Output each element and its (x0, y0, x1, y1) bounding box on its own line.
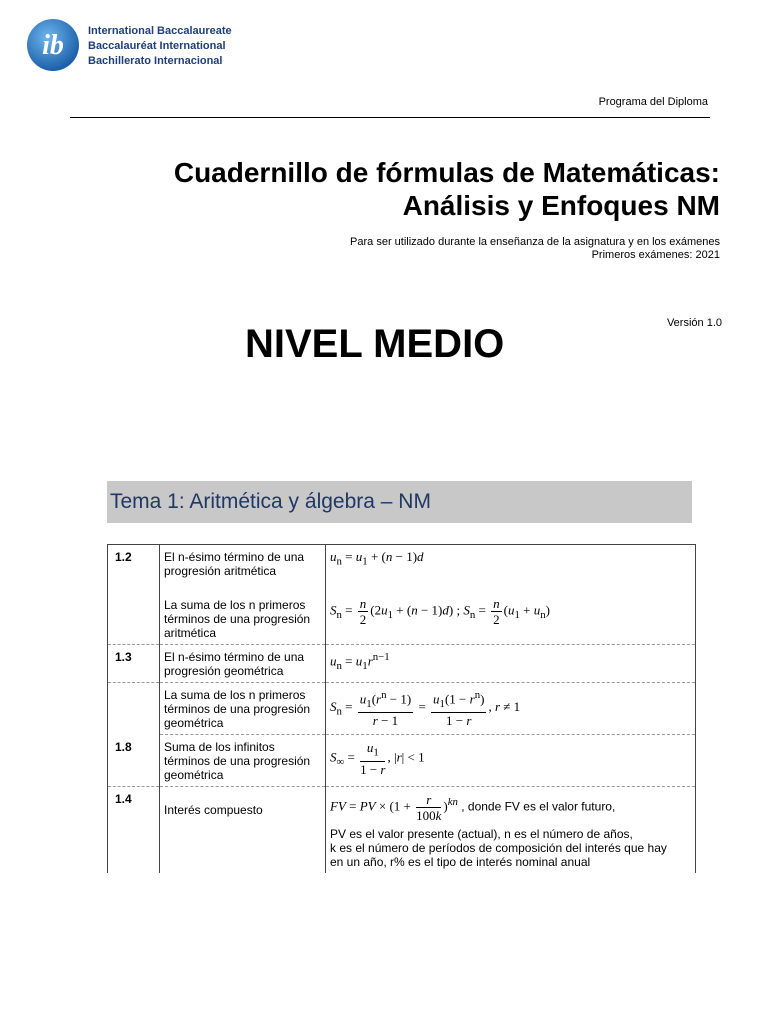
table-row (108, 545, 696, 583)
subtitle-line-1: Para ser utilizado durante la enseñanza de la asignatura y en los exámenes (350, 236, 720, 248)
compound-line-3: k es el número de períodos de composición del interés que hay (330, 841, 667, 855)
subtitle (350, 236, 720, 262)
logo-line-1: International Baccalaureate (88, 25, 232, 37)
formula-table (107, 544, 696, 873)
row-description: El n-ésimo término de una progresión geométrica (160, 645, 326, 683)
formula-arithmetic-nth: $u_n = u_1 + (n - 1)d$ (326, 545, 696, 583)
formula-infinite-sum: $S_\infty$ = $\frac{u_1}{1 - r}$ , |r| < 1 (326, 735, 696, 787)
row-description: El n-ésimo término de una progresión aritmética (160, 545, 326, 583)
table-row (108, 735, 696, 787)
programme-label: Programa del Diploma (598, 96, 708, 108)
formula-arithmetic-sum: $S_n$ = $\frac{n}{2}$ $(2u_1 + (n - 1)d)$ ; $S_n$ = $\frac{n}{2}$ $(u_1 + u_n)$ (326, 582, 696, 645)
topic-heading: Tema 1: Aritmética y álgebra – NM (107, 481, 692, 523)
logo-line-2: Baccalauréat International (88, 40, 226, 52)
row-description: Interés compuesto (160, 787, 326, 874)
row-number (108, 683, 160, 735)
table-row (108, 787, 696, 874)
compound-line-4: en un año, r% es el tipo de interés nominal anual (330, 855, 591, 869)
row-number: 1.2 (108, 545, 160, 583)
row-description: La suma de los n primeros términos de una progresión aritmética (160, 582, 326, 645)
compound-line-2: PV es el valor presente (actual), n es el número de años, (330, 827, 633, 841)
row-number: 1.4 (108, 787, 160, 874)
subtitle-line-2: Primeros exámenes: 2021 (591, 249, 720, 261)
formula-compound-interest: FV = PV × (1 + $\frac{r}{100k}$ )$^{kn}$ , donde FV es el valor futuro, PV es el valor presente (actual), n es el número de años, k es el número de períodos de composición del interés que hay en un año, r% es el tipo de interés nominal anual (326, 787, 696, 874)
row-number: 1.8 (108, 735, 160, 787)
row-description: La suma de los n primeros términos de una progresión geométrica (160, 683, 326, 735)
title-line-2: Análisis y Enfoques NM (402, 190, 720, 221)
level-heading: NIVEL MEDIO (245, 322, 505, 366)
header-divider (70, 117, 710, 118)
ib-logo-icon (26, 18, 80, 72)
table-row (108, 645, 696, 683)
logo-line-3: Bachillerato Internacional (88, 55, 223, 67)
table-row (108, 683, 696, 735)
title-line-1: Cuadernillo de fórmulas de Matemáticas: (173, 157, 720, 188)
compound-tail: , donde FV es el valor futuro, (461, 799, 616, 814)
row-number: 1.3 (108, 645, 160, 683)
formula-geometric-nth: $u_n = u_1r^{n-1}$ (326, 645, 696, 683)
document-title (174, 156, 720, 222)
version-label: Versión 1.0 (666, 317, 722, 329)
row-number (108, 582, 160, 645)
ib-logo (26, 16, 246, 76)
row-description: Suma de los infinitos términos de una progresión geométrica (160, 735, 326, 787)
ib-logo-mark: ib (42, 30, 64, 61)
formula-geometric-sum: $S_n$ = $\frac{u_1(r^n - 1)}{r - 1}$ = $\frac{u_1(1 - r^n)}{1 - r}$ , r ≠ 1 (326, 683, 696, 735)
table-row (108, 582, 696, 645)
